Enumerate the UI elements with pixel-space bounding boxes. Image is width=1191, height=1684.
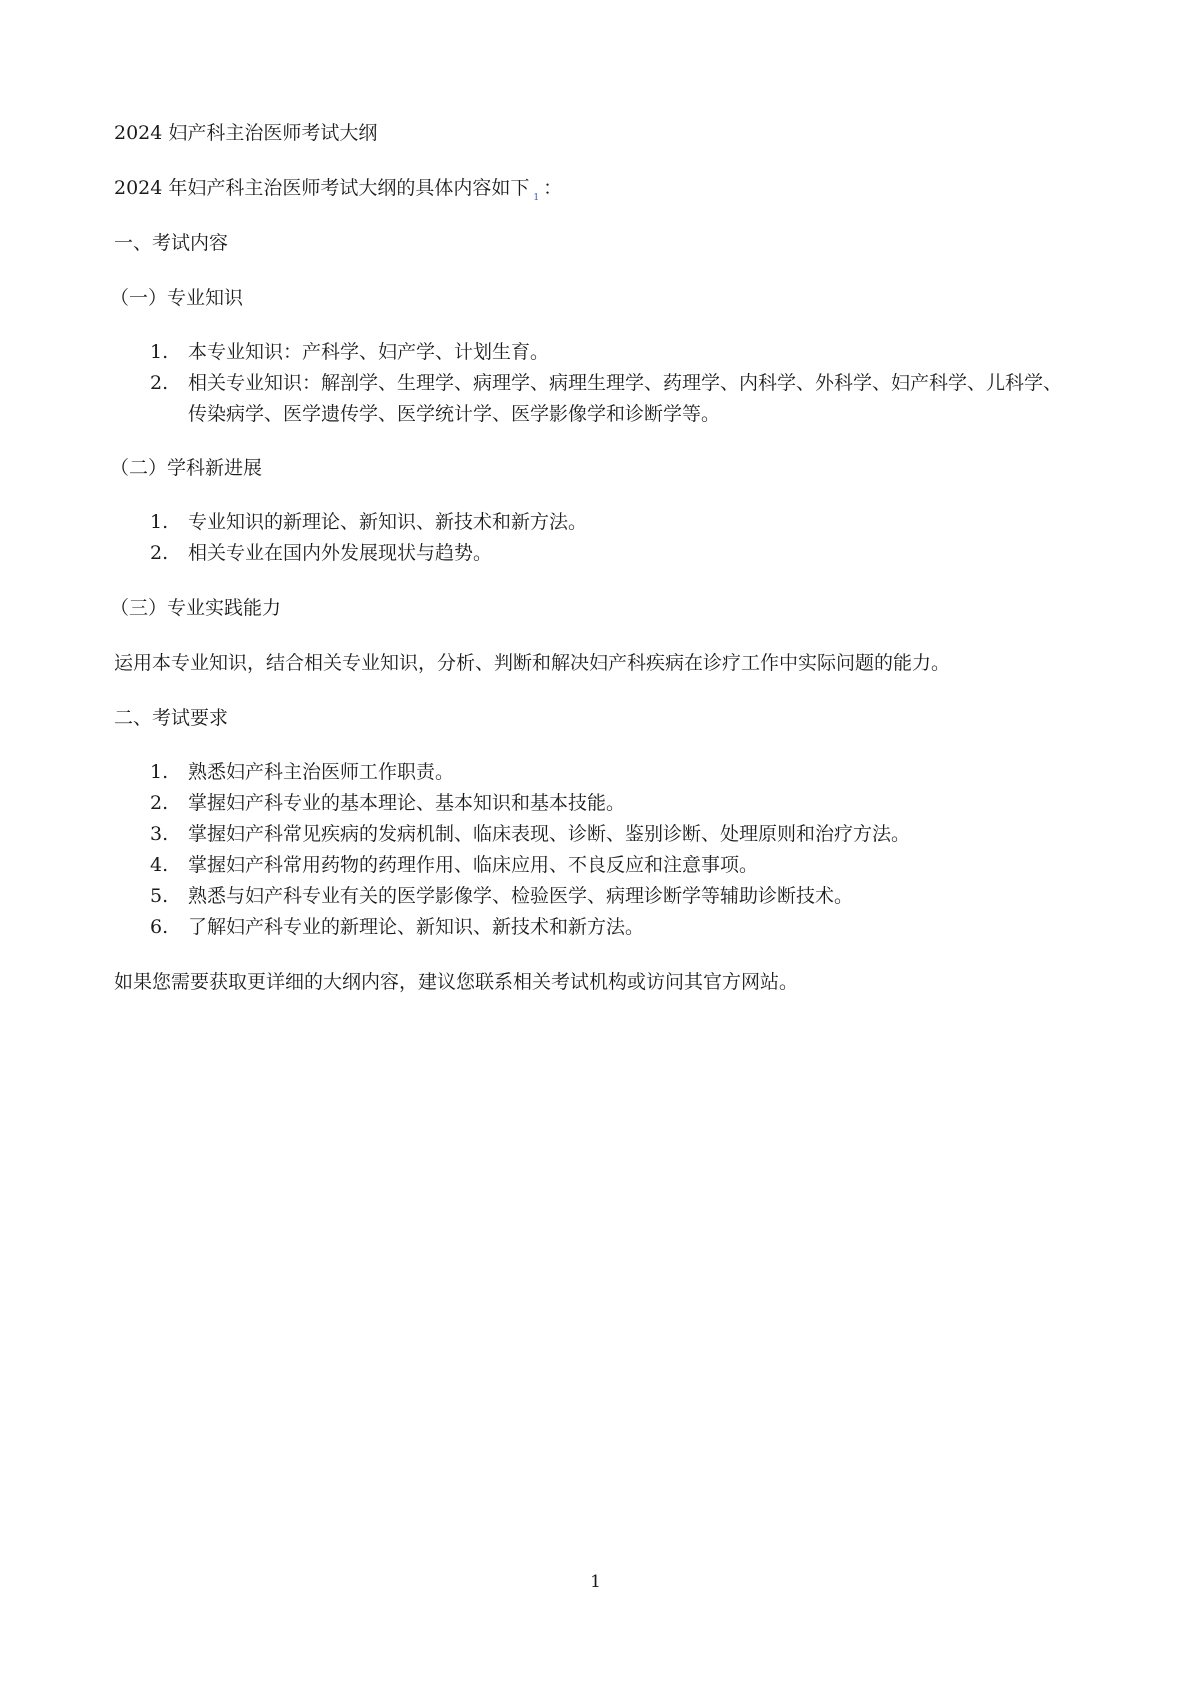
list-text: 传染病学、医学遗传学、医学统计学、医学影像学和诊断学等。 (188, 403, 721, 425)
sub2-heading: （二）学科新进展 (110, 457, 263, 479)
list-text: 相关专业在国内外发展现状与趋势。 (188, 542, 493, 564)
list-number: 5. (150, 885, 169, 907)
list-number: 2. (150, 542, 169, 564)
sub1-heading: （一）专业知识 (110, 287, 244, 309)
list-text: 熟悉妇产科主治医师工作职责。 (188, 761, 455, 783)
list-text: 本专业知识：产科学、妇产学、计划生育。 (188, 341, 550, 363)
list-number: 4. (150, 854, 169, 876)
practice-paragraph: 运用本专业知识，结合相关专业知识，分析、判断和解决妇产科疾病在诊疗工作中实际问题的能力。 (114, 652, 951, 674)
citation-link[interactable]: 1 (533, 193, 540, 203)
list-text: 掌握妇产科专业的基本理论、基本知识和基本技能。 (188, 792, 626, 814)
document-title: 2024 妇产科主治医师考试大纲 (114, 122, 378, 144)
list-number: 1. (150, 761, 169, 783)
list-number: 3. (150, 823, 169, 845)
section2-heading: 二、考试要求 (114, 707, 229, 729)
list-text: 专业知识的新理论、新知识、新技术和新方法。 (188, 511, 588, 533)
list-number: 2. (150, 792, 169, 814)
list-text: 相关专业知识：解剖学、生理学、病理学、病理生理学、药理学、内科学、外科学、妇产科学、儿科学、 (188, 372, 1063, 394)
list-number: 1. (150, 511, 169, 533)
sub3-heading: （三）专业实践能力 (110, 597, 282, 619)
list-number: 1. (150, 341, 169, 363)
page-number: 1 (590, 1572, 601, 1592)
list-text: 熟悉与妇产科专业有关的医学影像学、检验医学、病理诊断学等辅助诊断技术。 (188, 885, 854, 907)
list-number: 6. (150, 916, 169, 938)
intro-text: 2024 年妇产科主治医师考试大纲的具体内容如下 (114, 177, 530, 199)
list-text: 掌握妇产科常见疾病的发病机制、临床表现、诊断、鉴别诊断、处理原则和治疗方法。 (188, 823, 911, 845)
closing-paragraph: 如果您需要获取更详细的大纲内容，建议您联系相关考试机构或访问其官方网站。 (114, 971, 799, 993)
list-number: 2. (150, 372, 169, 394)
intro-paragraph (114, 176, 562, 210)
list-text: 掌握妇产科常用药物的药理作用、临床应用、不良反应和注意事项。 (188, 854, 759, 876)
section1-heading: 一、考试内容 (114, 232, 229, 254)
intro-colon: ： (543, 177, 563, 199)
list-text: 了解妇产科专业的新理论、新知识、新技术和新方法。 (188, 916, 645, 938)
